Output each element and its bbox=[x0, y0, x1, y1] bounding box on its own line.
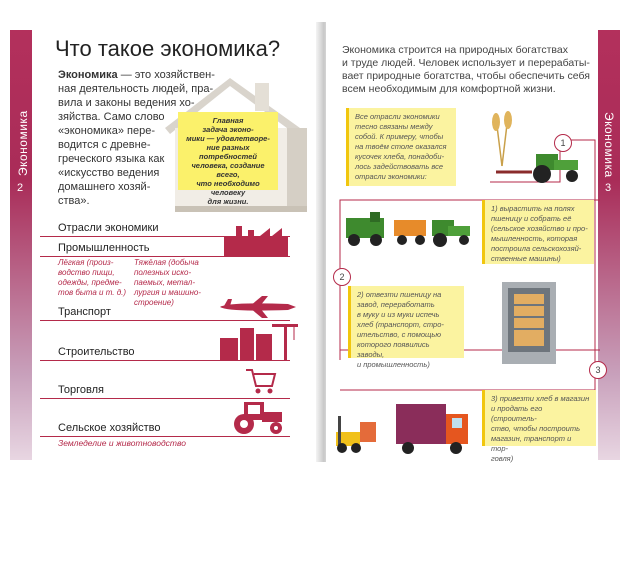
house-note-line: что необходимо человеку bbox=[196, 179, 260, 197]
shopping-cart-icon bbox=[244, 366, 278, 396]
branch-transport: Транспорт bbox=[58, 306, 111, 318]
buildings-crane-icon bbox=[218, 318, 300, 360]
intro-line: «экономика» пере- bbox=[58, 125, 156, 137]
branch-trade: Торговля bbox=[58, 384, 104, 396]
house-note-line: для жизни. bbox=[207, 197, 249, 206]
intro-line: «искусство ведения bbox=[58, 167, 160, 179]
left-page-number: 2 bbox=[17, 182, 24, 194]
branches-title: Отрасли экономики bbox=[58, 222, 159, 234]
right-intro: Экономика строится на природных богатствах и труде людей. Человек использует и перерабаты- вает природные богатства, чтобы обеспечить себя всем необходимым для комфортной жизни. bbox=[342, 44, 590, 95]
branch-agriculture-line bbox=[40, 436, 290, 437]
agriculture-sub: Земледелие и животноводство bbox=[58, 438, 186, 448]
branch-industry: Промышленность bbox=[58, 242, 150, 254]
house-note-line: мики — удовлетворе- bbox=[186, 134, 270, 143]
note-step-3: 3) привезти хлеб в магазин и продать его (строитель- ство, чтобы построить магазин, транспорт и тор- говля) bbox=[482, 390, 596, 446]
green-tractor-icon bbox=[492, 146, 584, 184]
branch-agriculture: Сельское хозяйство bbox=[58, 422, 161, 434]
intro-line: греческого языка как bbox=[58, 153, 165, 165]
tractor-icon bbox=[226, 398, 286, 436]
delivery-vehicles-icon bbox=[334, 396, 474, 456]
intro-line: ства». bbox=[58, 195, 90, 207]
step-circle-1: 1 bbox=[554, 134, 572, 152]
harvest-vehicles-icon bbox=[344, 208, 472, 248]
step-circle-2: 2 bbox=[333, 268, 351, 286]
branch-construction: Строительство bbox=[58, 346, 135, 358]
bread-oven-icon bbox=[500, 280, 558, 366]
industry-light: Лёгкая (произ- водство пищи, одежды, предме- тов быта и т. д.) bbox=[58, 258, 127, 297]
house-note-line: задача эконо- bbox=[202, 125, 254, 134]
left-side-band bbox=[10, 30, 32, 460]
intro-line: зяйства. Само слово bbox=[58, 111, 165, 123]
industry-heavy: Тяжёлая (добыча полезных иско- паемых, метал- лургия и машино- строение) bbox=[134, 258, 201, 307]
page-title: Что такое экономика? bbox=[55, 36, 281, 61]
house-note-line: человека, создание всего, bbox=[191, 161, 265, 179]
step-circle-3: 3 bbox=[589, 361, 607, 379]
branch-construction-line bbox=[40, 360, 290, 361]
intro-line: — это хозяйствен- bbox=[120, 69, 215, 81]
airplane-icon bbox=[218, 294, 298, 320]
intro-line: домашнего хозяй- bbox=[58, 181, 151, 193]
note-main: Все отрасли экономики тесно связаны между собой. К примеру, чтобы на твоём столе оказался кусочек хлеба, понадоби- лось задействовать все отрасли экономики: bbox=[346, 108, 456, 186]
right-page-number: 3 bbox=[605, 182, 612, 194]
note-step-1: 1) вырастить на полях пшеницу и собрать её (сельское хозяйство и про- мышленность, которая построила сельскохозяй- ственные машины) bbox=[482, 200, 594, 264]
left-side-label: Экономика bbox=[16, 110, 30, 176]
factory-icon bbox=[222, 222, 292, 256]
house-note-line: Главная bbox=[212, 116, 244, 125]
intro-line: ная деятельность людей, пра- bbox=[58, 83, 214, 95]
house-note bbox=[178, 112, 278, 206]
branch-industry-line bbox=[40, 256, 290, 257]
house-note-line: ние разных потребностей bbox=[199, 143, 257, 161]
right-side-label: Экономика bbox=[602, 112, 616, 178]
intro-term: Экономика bbox=[58, 69, 118, 81]
intro-line: вила и законы ведения хо- bbox=[58, 97, 195, 109]
intro-line: водится с древне- bbox=[58, 139, 151, 151]
note-step-2: 2) отвезти пшеницу на завод, переработать в муку и из муки испечь хлеб (транспорт, стро- ительство, с помощью которого появились заводы, и промышленность) bbox=[348, 286, 464, 358]
